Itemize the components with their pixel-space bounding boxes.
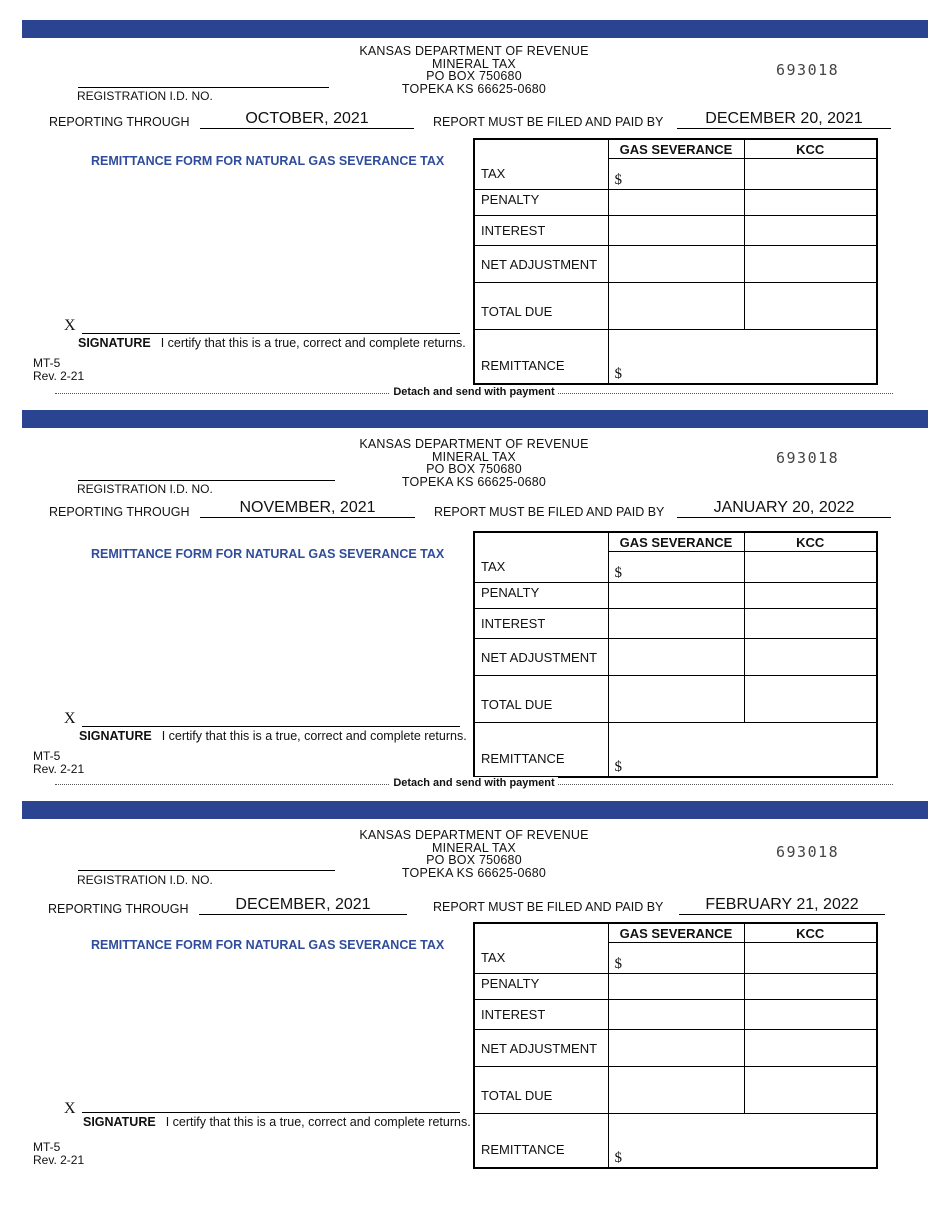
table-corner <box>474 139 608 159</box>
signature-label: SIGNATURE <box>79 729 152 743</box>
tax-gas-field[interactable] <box>608 159 744 190</box>
registration-id-label: REGISTRATION I.D. NO. <box>77 89 213 103</box>
tax-gas-field[interactable] <box>608 943 744 974</box>
dollar-sign: $ <box>614 758 622 775</box>
signature-x-mark: X <box>64 710 76 727</box>
agency-name: KANSAS DEPARTMENT OF REVENUE <box>359 44 589 58</box>
penalty-gas-field[interactable] <box>608 190 744 216</box>
signature-label: SIGNATURE <box>83 1115 156 1129</box>
penalty-gas-field[interactable] <box>608 974 744 1000</box>
registration-id-label: REGISTRATION I.D. NO. <box>77 873 213 887</box>
remittance-field[interactable] <box>608 330 877 384</box>
interest-gas-field[interactable] <box>608 609 744 639</box>
detach-instruction: Detach and send with payment <box>390 777 558 789</box>
agency-po-box: PO BOX 750680 <box>426 853 522 867</box>
reporting-through-value: NOVEMBER, 2021 <box>200 499 415 518</box>
net-adjustment-gas-field[interactable] <box>608 246 744 283</box>
certify-statement: I certify that this is a true, correct and complete returns. <box>160 336 466 350</box>
form-title: REMITTANCE FORM FOR NATURAL GAS SEVERANCE TAX <box>91 154 445 168</box>
net-adjustment-kcc-field[interactable] <box>744 246 877 283</box>
gas-severance-header: GAS SEVERANCE <box>608 139 744 159</box>
registration-id-field[interactable] <box>78 870 335 871</box>
reporting-through-label: REPORTING THROUGH <box>48 902 189 916</box>
agency-name: KANSAS DEPARTMENT OF REVENUE <box>359 828 589 842</box>
certify-statement: I certify that this is a true, correct and complete returns. <box>165 1115 471 1129</box>
signature-x-mark: X <box>64 1100 76 1117</box>
penalty-kcc-field[interactable] <box>744 974 877 1000</box>
remittance-label: REMITTANCE <box>474 723 608 777</box>
penalty-kcc-field[interactable] <box>744 583 877 609</box>
table-corner <box>474 923 608 943</box>
total-due-gas-field[interactable] <box>608 676 744 723</box>
header-bar <box>22 20 928 38</box>
remittance-form-3 <box>0 781 950 1173</box>
dollar-sign: $ <box>614 365 622 382</box>
reporting-through-label: REPORTING THROUGH <box>49 115 190 129</box>
remittance-field[interactable] <box>608 1114 877 1168</box>
due-date-value: FEBRUARY 21, 2022 <box>679 896 885 915</box>
penalty-label: PENALTY <box>474 190 608 216</box>
signature-x-mark: X <box>64 317 76 334</box>
form-id <box>33 1141 84 1166</box>
form-revision: Rev. 2-21 <box>33 1152 85 1167</box>
net-adjustment-label: NET ADJUSTMENT <box>474 639 608 676</box>
tax-kcc-field[interactable] <box>744 552 877 583</box>
agency-address <box>300 438 648 488</box>
due-date-label: REPORT MUST BE FILED AND PAID BY <box>433 900 664 914</box>
form-number: 693018 <box>776 449 840 467</box>
registration-id-label: REGISTRATION I.D. NO. <box>77 482 213 496</box>
table-corner <box>474 532 608 552</box>
total-due-label: TOTAL DUE <box>474 283 608 330</box>
interest-label: INTEREST <box>474 216 608 246</box>
net-adjustment-kcc-field[interactable] <box>744 1030 877 1067</box>
remittance-field[interactable] <box>608 723 877 777</box>
remittance-label: REMITTANCE <box>474 330 608 384</box>
remittance-label: REMITTANCE <box>474 1114 608 1168</box>
agency-po-box: PO BOX 750680 <box>426 69 522 83</box>
detach-instruction: Detach and send with payment <box>390 386 558 398</box>
form-id <box>33 357 84 382</box>
agency-city: TOPEKA KS 66625-0680 <box>401 474 547 489</box>
signature-caption <box>79 729 467 743</box>
tax-label: TAX <box>474 943 608 974</box>
tax-table <box>473 138 878 385</box>
total-due-kcc-field[interactable] <box>744 283 877 330</box>
net-adjustment-gas-field[interactable] <box>608 1030 744 1067</box>
tax-label: TAX <box>474 159 608 190</box>
signature-caption <box>78 336 466 350</box>
form-revision: Rev. 2-21 <box>33 368 85 383</box>
net-adjustment-label: NET ADJUSTMENT <box>474 1030 608 1067</box>
header-bar <box>22 410 928 428</box>
form-title: REMITTANCE FORM FOR NATURAL GAS SEVERANCE TAX <box>91 547 445 561</box>
signature-field[interactable] <box>82 333 460 334</box>
due-date-label: REPORT MUST BE FILED AND PAID BY <box>434 505 665 519</box>
net-adjustment-gas-field[interactable] <box>608 639 744 676</box>
interest-gas-field[interactable] <box>608 216 744 246</box>
kcc-header: KCC <box>744 532 877 552</box>
tax-table <box>473 922 878 1169</box>
signature-field[interactable] <box>82 726 460 727</box>
header-bar <box>22 801 928 819</box>
reporting-through-value: DECEMBER, 2021 <box>199 896 407 915</box>
form-code: MT-5 <box>33 356 61 370</box>
agency-name: KANSAS DEPARTMENT OF REVENUE <box>359 437 589 451</box>
tax-label: TAX <box>474 552 608 583</box>
tax-table <box>473 531 878 778</box>
certify-statement: I certify that this is a true, correct and complete returns. <box>161 729 467 743</box>
gas-severance-header: GAS SEVERANCE <box>608 923 744 943</box>
form-code: MT-5 <box>33 749 61 763</box>
form-title: REMITTANCE FORM FOR NATURAL GAS SEVERANCE TAX <box>91 938 445 952</box>
interest-gas-field[interactable] <box>608 1000 744 1030</box>
remittance-form-1 <box>0 0 950 398</box>
interest-kcc-field[interactable] <box>744 609 877 639</box>
reporting-through-value: OCTOBER, 2021 <box>200 110 414 129</box>
penalty-label: PENALTY <box>474 583 608 609</box>
agency-address <box>300 45 648 95</box>
interest-label: INTEREST <box>474 1000 608 1030</box>
form-id <box>33 750 84 775</box>
remittance-form-2 <box>0 390 950 789</box>
penalty-gas-field[interactable] <box>608 583 744 609</box>
tax-kcc-field[interactable] <box>744 159 877 190</box>
form-code: MT-5 <box>33 1140 61 1154</box>
agency-division: MINERAL TAX <box>432 840 516 855</box>
penalty-kcc-field[interactable] <box>744 190 877 216</box>
tax-kcc-field[interactable] <box>744 943 877 974</box>
agency-address <box>300 829 648 879</box>
agency-division: MINERAL TAX <box>432 449 516 464</box>
dollar-sign: $ <box>614 565 622 581</box>
gas-severance-header: GAS SEVERANCE <box>608 532 744 552</box>
total-due-label: TOTAL DUE <box>474 1067 608 1114</box>
total-due-gas-field[interactable] <box>608 283 744 330</box>
kcc-header: KCC <box>744 923 877 943</box>
agency-city: TOPEKA KS 66625-0680 <box>401 81 547 96</box>
total-due-gas-field[interactable] <box>608 1067 744 1114</box>
total-due-kcc-field[interactable] <box>744 676 877 723</box>
interest-kcc-field[interactable] <box>744 1000 877 1030</box>
agency-po-box: PO BOX 750680 <box>426 462 522 476</box>
form-number: 693018 <box>776 61 840 79</box>
form-revision: Rev. 2-21 <box>33 761 85 776</box>
total-due-label: TOTAL DUE <box>474 676 608 723</box>
net-adjustment-label: NET ADJUSTMENT <box>474 246 608 283</box>
penalty-label: PENALTY <box>474 974 608 1000</box>
signature-label: SIGNATURE <box>78 336 151 350</box>
kcc-header: KCC <box>744 139 877 159</box>
due-date-value: JANUARY 20, 2022 <box>677 499 891 518</box>
registration-id-field[interactable] <box>78 87 329 88</box>
interest-kcc-field[interactable] <box>744 216 877 246</box>
form-number: 693018 <box>776 843 840 861</box>
due-date-value: DECEMBER 20, 2021 <box>677 110 891 129</box>
registration-id-field[interactable] <box>78 480 335 481</box>
tax-gas-field[interactable] <box>608 552 744 583</box>
signature-field[interactable] <box>82 1112 460 1113</box>
agency-city: TOPEKA KS 66625-0680 <box>401 865 547 880</box>
interest-label: INTEREST <box>474 609 608 639</box>
dollar-sign: $ <box>614 172 622 188</box>
dollar-sign: $ <box>614 956 622 972</box>
reporting-through-label: REPORTING THROUGH <box>49 505 190 519</box>
signature-caption <box>83 1115 471 1129</box>
total-due-kcc-field[interactable] <box>744 1067 877 1114</box>
agency-division: MINERAL TAX <box>432 56 516 71</box>
due-date-label: REPORT MUST BE FILED AND PAID BY <box>433 115 664 129</box>
dollar-sign: $ <box>614 1149 622 1166</box>
net-adjustment-kcc-field[interactable] <box>744 639 877 676</box>
